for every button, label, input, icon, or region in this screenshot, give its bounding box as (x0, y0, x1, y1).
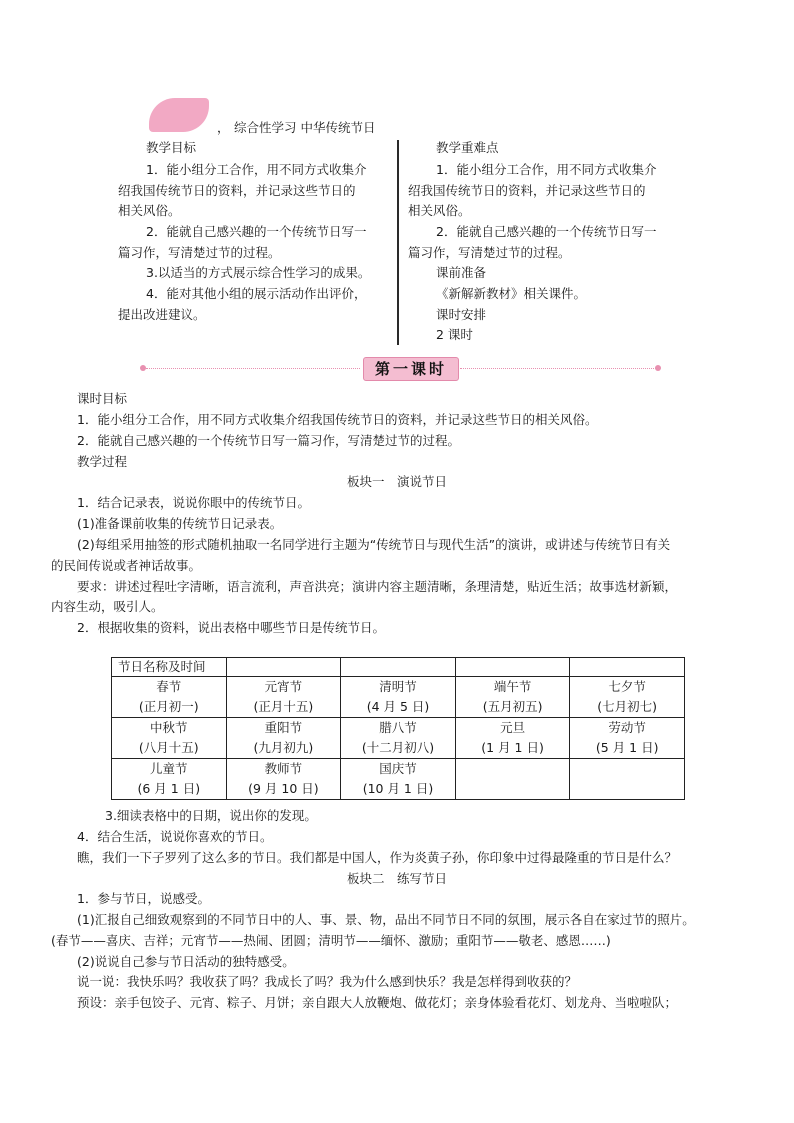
festival-name: 清明节 (379, 679, 417, 694)
table-cell (570, 718, 685, 759)
banner-line-left (146, 368, 360, 369)
left-col-title: 教学目标 (146, 140, 197, 155)
festival-date: (9 月 10 日) (248, 781, 319, 796)
after-table-line: 4．结合生活，说说你喜欢的节日。 (77, 829, 273, 844)
table-cell (570, 759, 685, 800)
left-col-line: 1．能小组分工合作，用不同方式收集介 (146, 162, 367, 177)
lesson-banner: 第一课时 (363, 357, 459, 381)
section1-line: (1)准备课前收集的传统节日记录表。 (77, 516, 283, 531)
section2-line: (春节——喜庆、吉祥；元宵节——热闹、团圆；清明节——缅怀、激励；重阳节——敬老、感恩……) (51, 933, 611, 948)
section1-line: (2)每组采用抽签的形式随机抽取一名同学进行主题为“传统节日与现代生活”的演讲，或讲述与传统节日有关 (77, 537, 671, 552)
festival-name: 七夕节 (608, 679, 646, 694)
left-col-line: 绍我国传统节日的资料，并记录这些节日的 (118, 183, 356, 198)
left-col-line: 提出改进建议。 (118, 307, 206, 322)
objectives-title: 课时目标 (77, 391, 128, 406)
table-row (112, 759, 685, 800)
table-cell (341, 677, 456, 718)
table-cell (226, 677, 341, 718)
column-divider (397, 140, 399, 345)
table-cell (112, 718, 227, 759)
unit-title: 综合性学习 中华传统节日 (234, 120, 376, 135)
festival-date: (6 月 1 日) (137, 781, 201, 796)
section1-line: 2．根据收集的资料，说出表格中哪些节日是传统节日。 (77, 620, 385, 635)
right-col-line: 相关风俗。 (408, 203, 471, 218)
section2-line: 预设：亲手包饺子、元宵、粽子、月饼；亲自跟大人放鞭炮、做花灯；亲身体验看花灯、划龙舟、当啦啦队； (77, 995, 678, 1010)
table-cell (455, 658, 570, 677)
table-cell (112, 759, 227, 800)
section2-line: 1．参与节日，说感受。 (77, 891, 210, 906)
festival-date: (10 月 1 日) (362, 781, 434, 796)
table-cell (455, 677, 570, 718)
festival-date: (九月初九) (253, 740, 314, 755)
festival-name: 教师节 (264, 761, 303, 776)
festival-name: 元宵节 (264, 679, 303, 694)
table-cell (226, 658, 341, 677)
banner-line-right (460, 368, 656, 369)
section1-heading: 板块一 演说节日 (346, 474, 447, 489)
prep-text: 《新解新教材》相关课件。 (436, 286, 587, 301)
table-cell (341, 718, 456, 759)
festival-name: 腊八节 (379, 720, 417, 735)
table-cell (226, 718, 341, 759)
left-col-line: 2．能就自己感兴趣的一个传统节日写一 (146, 224, 367, 239)
prep-title: 课前准备 (436, 265, 487, 280)
section1-line: 内容生动，吸引人。 (51, 599, 164, 614)
left-col-line: 相关风俗。 (118, 203, 181, 218)
festival-name: 重阳节 (264, 720, 303, 735)
table-row (112, 677, 685, 718)
section1-line: 的民间传说或者神话故事。 (51, 558, 202, 573)
festival-date: (七月初七) (597, 699, 658, 714)
table-cell (455, 759, 570, 800)
process-title: 教学过程 (77, 454, 128, 469)
section1-line: 1．结合记录表，说说你眼中的传统节日。 (77, 495, 310, 510)
header-comma: ， (217, 120, 230, 135)
festival-name: 国庆节 (379, 761, 417, 776)
table-cell (341, 759, 456, 800)
table-cell (570, 677, 685, 718)
right-col-title: 教学重难点 (436, 140, 499, 155)
festival-name: 端午节 (493, 679, 532, 694)
objective-line: 2．能就自己感兴趣的一个传统节日写一篇习作，写清楚过节的过程。 (77, 433, 460, 448)
left-col-line: 3.以适当的方式展示综合性学习的成果。 (146, 265, 371, 280)
table-cell (226, 759, 341, 800)
table-header-cell: 节日名称及时间 (112, 658, 227, 677)
right-col-line: 2．能就自己感兴趣的一个传统节日写一 (436, 224, 657, 239)
festival-date: (八月十五) (138, 740, 199, 755)
left-col-line: 4．能对其他小组的展示活动作出评价， (146, 286, 367, 301)
table-header-row (112, 658, 685, 677)
festival-table (111, 657, 685, 800)
section2-line: 说一说：我快乐吗？我收获了吗？我成长了吗？我为什么感到快乐？我是怎样得到收获的？ (77, 974, 578, 989)
right-col-line: 1．能小组分工合作，用不同方式收集介 (436, 162, 657, 177)
festival-date: (5 月 1 日) (595, 740, 659, 755)
table-cell (112, 677, 227, 718)
section2-line: (1)汇报自己细致观察到的不同节日中的人、事、景、物，品出不同节日不同的氛围，展示各自在家过节的照片。 (77, 912, 695, 927)
after-table-line: 3.细读表格中的日期，说出你的发现。 (105, 808, 317, 823)
festival-date: (1 月 1 日) (481, 740, 544, 755)
festival-name: 元旦 (500, 720, 526, 735)
schedule-text: 2 课时 (436, 327, 473, 342)
festival-date: (正月十五) (253, 699, 314, 714)
right-col-line: 篇习作，写清楚过节的过程。 (408, 245, 571, 260)
festival-name: 春节 (156, 679, 182, 694)
section2-heading: 板块二 练写节日 (346, 871, 447, 886)
table-cell (455, 718, 570, 759)
after-table-line: 瞧，我们一下子罗列了这么多的节日。我们都是中国人，作为炎黄子孙，你印象中过得最隆重的节日是什么？ (77, 850, 678, 865)
festival-date: (4 月 5 日) (366, 699, 430, 714)
festival-date: (五月初五) (482, 699, 543, 714)
festival-date: (十二月初八) (361, 740, 435, 755)
festival-name: 中秋节 (150, 720, 188, 735)
left-col-line: 篇习作，写清楚过节的过程。 (118, 245, 281, 260)
banner-dot-right (655, 365, 661, 371)
section2-line: (2)说说自己参与节日活动的独特感受。 (77, 954, 295, 969)
table-row (112, 718, 685, 759)
schedule-title: 课时安排 (436, 307, 487, 322)
right-col-line: 绍我国传统节日的资料，并记录这些节日的 (408, 183, 646, 198)
festival-name: 劳动节 (608, 720, 646, 735)
objective-line: 1．能小组分工合作，用不同方式收集介绍我国传统节日的资料，并记录这些节日的相关风俗。 (77, 412, 598, 427)
decorative-leaf-badge (149, 98, 209, 132)
table-cell (341, 658, 456, 677)
table-cell (570, 658, 685, 677)
festival-date: (正月初一) (138, 699, 199, 714)
section1-line: 要求：讲述过程吐字清晰，语言流利，声音洪亮；演讲内容主题清晰，条理清楚，贴近生活；故事选材新颖， (77, 579, 678, 594)
festival-name: 儿童节 (150, 761, 188, 776)
